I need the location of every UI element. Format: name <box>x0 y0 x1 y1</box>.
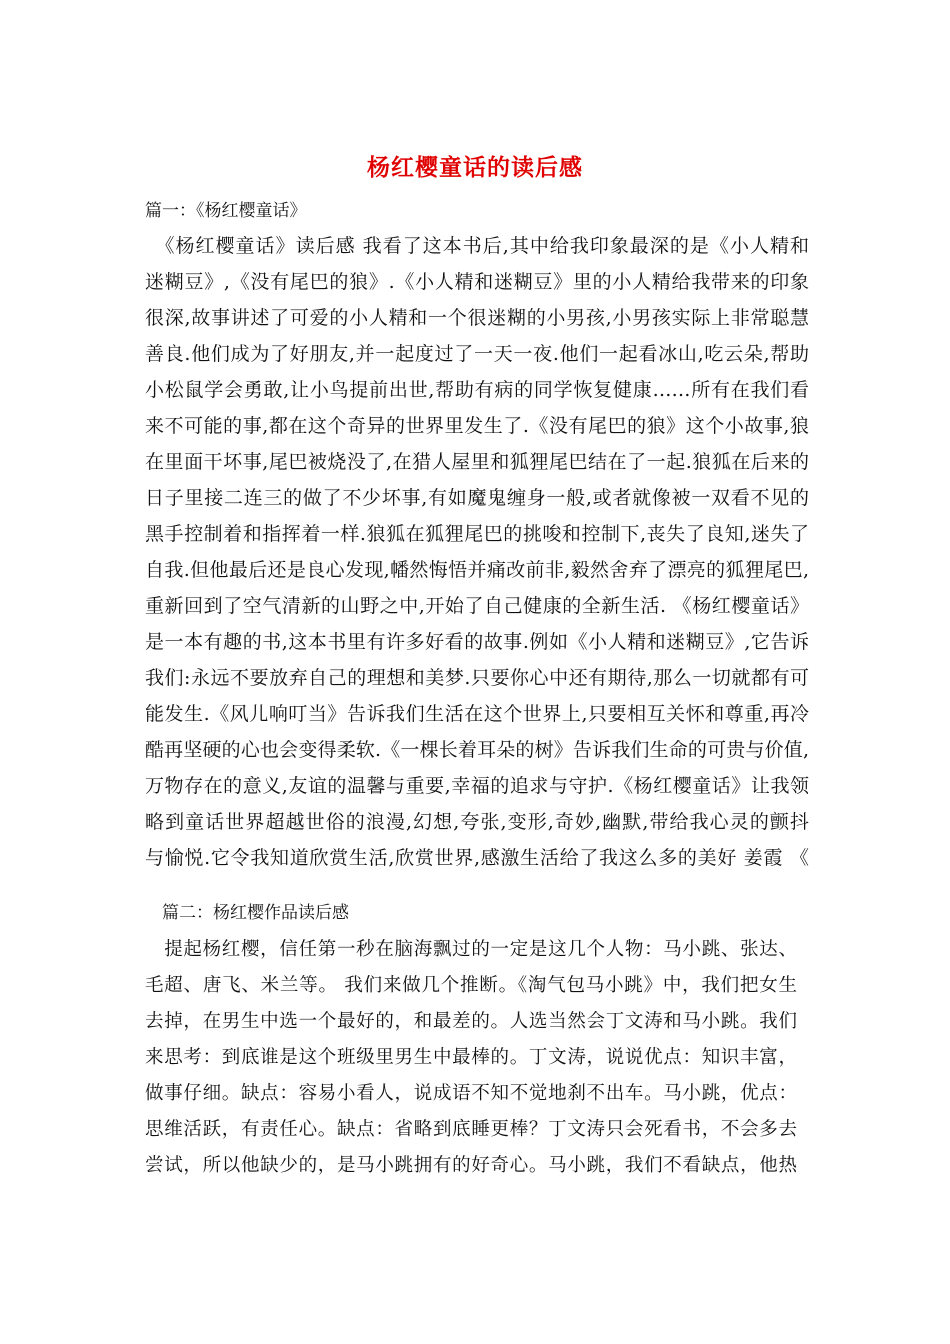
paragraph-line: 来不可能的事,都在这个奇异的世界里发生了.《没有尾巴的狼》这个小故事,狼 <box>145 415 809 437</box>
paragraph-line: 与愉悦.它令我知道欣赏生活,欣赏世界,感激生活给了我这么多的美好 姜霞 《 <box>145 847 809 869</box>
paragraph-line: 提起杨红樱，信任第一秒在脑海飘过的一定是这几个人物：马小跳、张达、 <box>145 939 797 960</box>
paragraph-line: 略到童话世界超越世俗的浪漫,幻想,夸张,变形,奇妙,幽默,带给我心灵的颤抖 <box>145 811 809 833</box>
paragraph-line: 小松鼠学会勇敢,让小鸟提前出世,帮助有病的同学恢复健康……所有在我们看 <box>145 379 809 401</box>
paragraph-line: 迷糊豆》,《没有尾巴的狼》.《小人精和迷糊豆》里的小人精给我带来的印象 <box>145 271 809 293</box>
paragraph-line: 去掉，在男生中选一个最好的，和最差的。人选当然会丁文涛和马小跳。我们 <box>145 1011 797 1032</box>
paragraph-line: 尝试，所以他缺少的，是马小跳拥有的好奇心。马小跳，我们不看缺点，他热 <box>145 1155 797 1176</box>
section-heading-1: 篇一：《杨红樱童话》 <box>145 201 307 221</box>
paragraph-line: 我们:永远不要放弃自己的理想和美梦.只要你心中还有期待,那么一切就都有可 <box>145 667 809 689</box>
section-heading-2: 篇二：杨红樱作品读后感 <box>162 903 349 923</box>
paragraph-line: 在里面干坏事,尾巴被烧没了,在猎人屋里和狐狸尾巴结在了一起.狼狐在后来的 <box>145 451 809 473</box>
paragraph-line: 万物存在的意义,友谊的温馨与重要,幸福的追求与守护.《杨红樱童话》让我领 <box>145 775 809 797</box>
paragraph-line: 是一本有趣的书,这本书里有许多好看的故事.例如《小人精和迷糊豆》,它告诉 <box>145 631 809 653</box>
paragraph-line: 思维活跃，有责任心。缺点：省略到底睡更棒？丁文涛只会死看书，不会多去 <box>145 1119 797 1140</box>
paragraph-line: 善良.他们成为了好朋友,并一起度过了一天一夜.他们一起看冰山,吃云朵,帮助 <box>145 343 809 365</box>
paragraph-line: 很深,故事讲述了可爱的小人精和一个很迷糊的小男孩,小男孩实际上非常聪慧 <box>145 307 809 329</box>
paragraph-line: 重新回到了空气清新的山野之中,开始了自己健康的全新生活. 《杨红樱童话》 <box>145 595 809 617</box>
paragraph-line: 做事仔细。缺点：容易小看人，说成语不知不觉地刹不出车。马小跳，优点： <box>145 1083 797 1104</box>
document-title: 杨红樱童话的读后感 <box>367 154 583 181</box>
paragraph-line: 毛超、唐飞、米兰等。 我们来做几个推断。《淘气包马小跳》中，我们把女生 <box>145 975 797 996</box>
paragraph-line: 来思考：到底谁是这个班级里男生中最棒的。丁文涛，说说优点：知识丰富， <box>145 1047 797 1068</box>
paragraph-line: 自我.但他最后还是良心发现,幡然悔悟并痛改前非,毅然舍弃了漂亮的狐狸尾巴, <box>145 559 809 581</box>
paragraph-line: 能发生.《风儿响叮当》告诉我们生活在这个世界上,只要相互关怀和尊重,再冷 <box>145 703 809 725</box>
paragraph-line: 日子里接二连三的做了不少坏事,有如魔鬼缠身一般,或者就像被一双看不见的 <box>145 487 809 509</box>
paragraph-line: 黑手控制着和指挥着一样.狼狐在狐狸尾巴的挑唆和控制下,丧失了良知,迷失了 <box>145 523 809 545</box>
paragraph-line: 《杨红樱童话》读后感 我看了这本书后,其中给我印象最深的是《小人精和 <box>145 235 809 257</box>
paragraph-line: 酷再坚硬的心也会变得柔软.《一棵长着耳朵的树》告诉我们生命的可贵与价值, <box>145 739 809 761</box>
